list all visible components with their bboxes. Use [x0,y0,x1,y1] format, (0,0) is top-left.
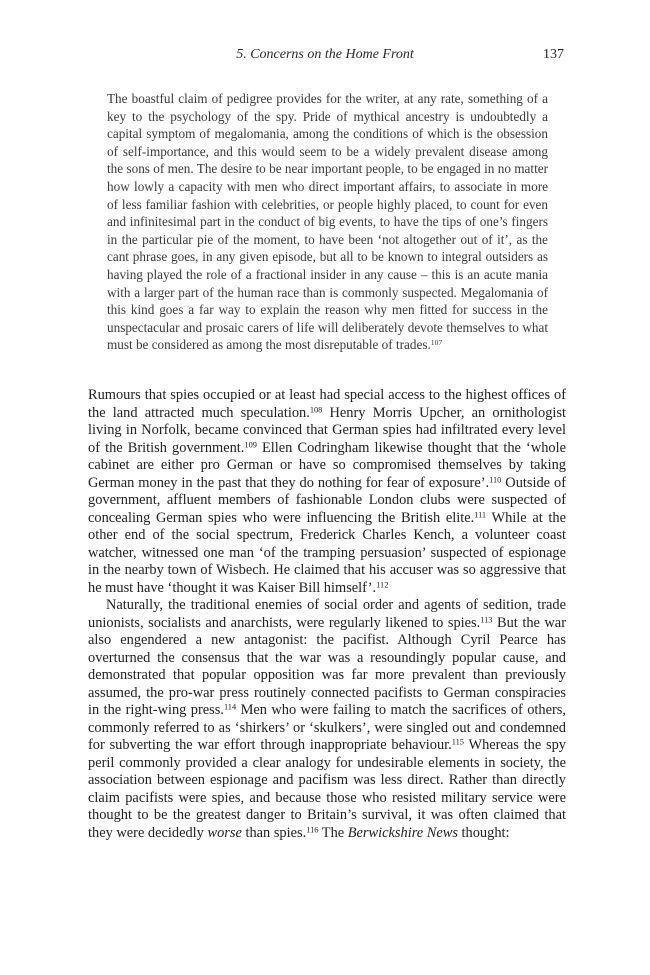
sentence: The [318,824,348,841]
block-quote [107,90,548,354]
sentence: Henry Morris Upcher, an ornithologist living in Norfolk, became convinced that German spies had infiltrated every level of the British government. [88,404,566,456]
sentence: Men who were failing to match the sacrifices of others, commonly referred to as ‘shirkers’ or ‘skulkers’, were singled out and condemned for subverting the war effort through inappropriate behaviour. [88,702,566,753]
sentence: than spies. [241,824,307,841]
page-number: 137 [543,47,564,62]
chapter-title: 5. Concerns on the Home Front [236,47,414,62]
paragraph [88,597,566,842]
emphasis: worse [207,824,242,841]
paragraph [88,387,566,597]
footnote-ref: 116 [306,824,319,834]
sentence: Outside of government, affluent members of fashionable London clubs were suspected of concealing German spies who were influencing the British elite. [88,474,567,526]
footnote-ref: 111 [474,509,487,519]
footnote-ref: 112 [376,579,389,589]
newspaper-title: Berwickshire News [347,824,458,841]
footnote-ref: 114 [223,702,237,712]
quote-text: The boastful claim of pedigree provides for the writer, at any rate, something of a key to the psychology of the spy. Pride of mythical ancestry is undoubtedly a capital symptom of megalomania, among the conditions of which is the obsession of self-importance, and this would seem to be a widely prevalent disease among the sons of men. The desire to be near important people, to be engaged in no matter how lowly a capacity with men who direct important affairs, to associate in more of less familiar fashion with celebrities, or people highly placed, to count for even and infinitesimal part in the conduct of big events, to have the tips of one’s fingers in the particular pie of the moment, to have been ‘not altogether out of it’, as the cant phrase goes, in any given episode, but all to be known to integral outsiders as having played the role of a fractional insider in any cause – this is an acute mania with a larger part of the human race than is commonly suspected. Megalomania of this kind goes a far way to explain the reason why men fitted for success in the unspectacular and prosaic carers of life will deliberately devote themselves to what must be considered as among the most disreputable of trades. [107,91,548,353]
footnote-ref: 113 [480,614,493,624]
footnote-ref: 108 [309,404,323,414]
footnote-ref: 110 [489,474,502,484]
footnote-ref: 107 [430,338,443,348]
sentence: Naturally, the traditional enemies of social order and agents of sedition, trade unionists, socialists and anarchists, were regularly likened to spies. [88,597,566,631]
sentence: While at the other end of the social spectrum, Frederick Charles Kench, a volunteer coast watcher, witnessed one man ‘of the tramping persuasion’ suspected of espionage in the nearby town of Wisbech. He claimed that his accuser was so aggressive that he must have ‘thought it was Kaiser Bill himself’. [88,509,566,596]
sentence: Ellen Codringham likewise thought that the ‘whole cabinet are either pro German or have so compromised themselves by taking German money in the past that they do nothing for fear of exposure’. [88,439,566,491]
footnote-ref: 109 [244,439,257,449]
sentence: Rumours that spies occupied or at least had special access to the highest offices of the land attracted much speculation. [88,387,566,421]
body-text [88,387,566,842]
sentence: thought: [457,824,510,841]
sentence: Whereas the spy peril commonly provided a clear analogy for undesirable elements in society, the association between espionage and pacifism was less direct. Rather than directly claim pacifists were spies, and because those who resisted military service were thought to be the greatest danger to Britain’s survival, it was often claimed that they were decidedly [88,737,567,841]
footnote-ref: 115 [451,737,464,747]
sentence: But the war also engendered a new antagonist: the pacifist. Although Cyril Pearce has overturned the consensus that the war was a resoundingly popular cause, and demonstrated that popular opposition was far more prevalent than previously assumed, the pro-war press routinely connected pacifists to German conspiracies in the right-wing press. [88,614,566,718]
running-head [0,47,650,65]
